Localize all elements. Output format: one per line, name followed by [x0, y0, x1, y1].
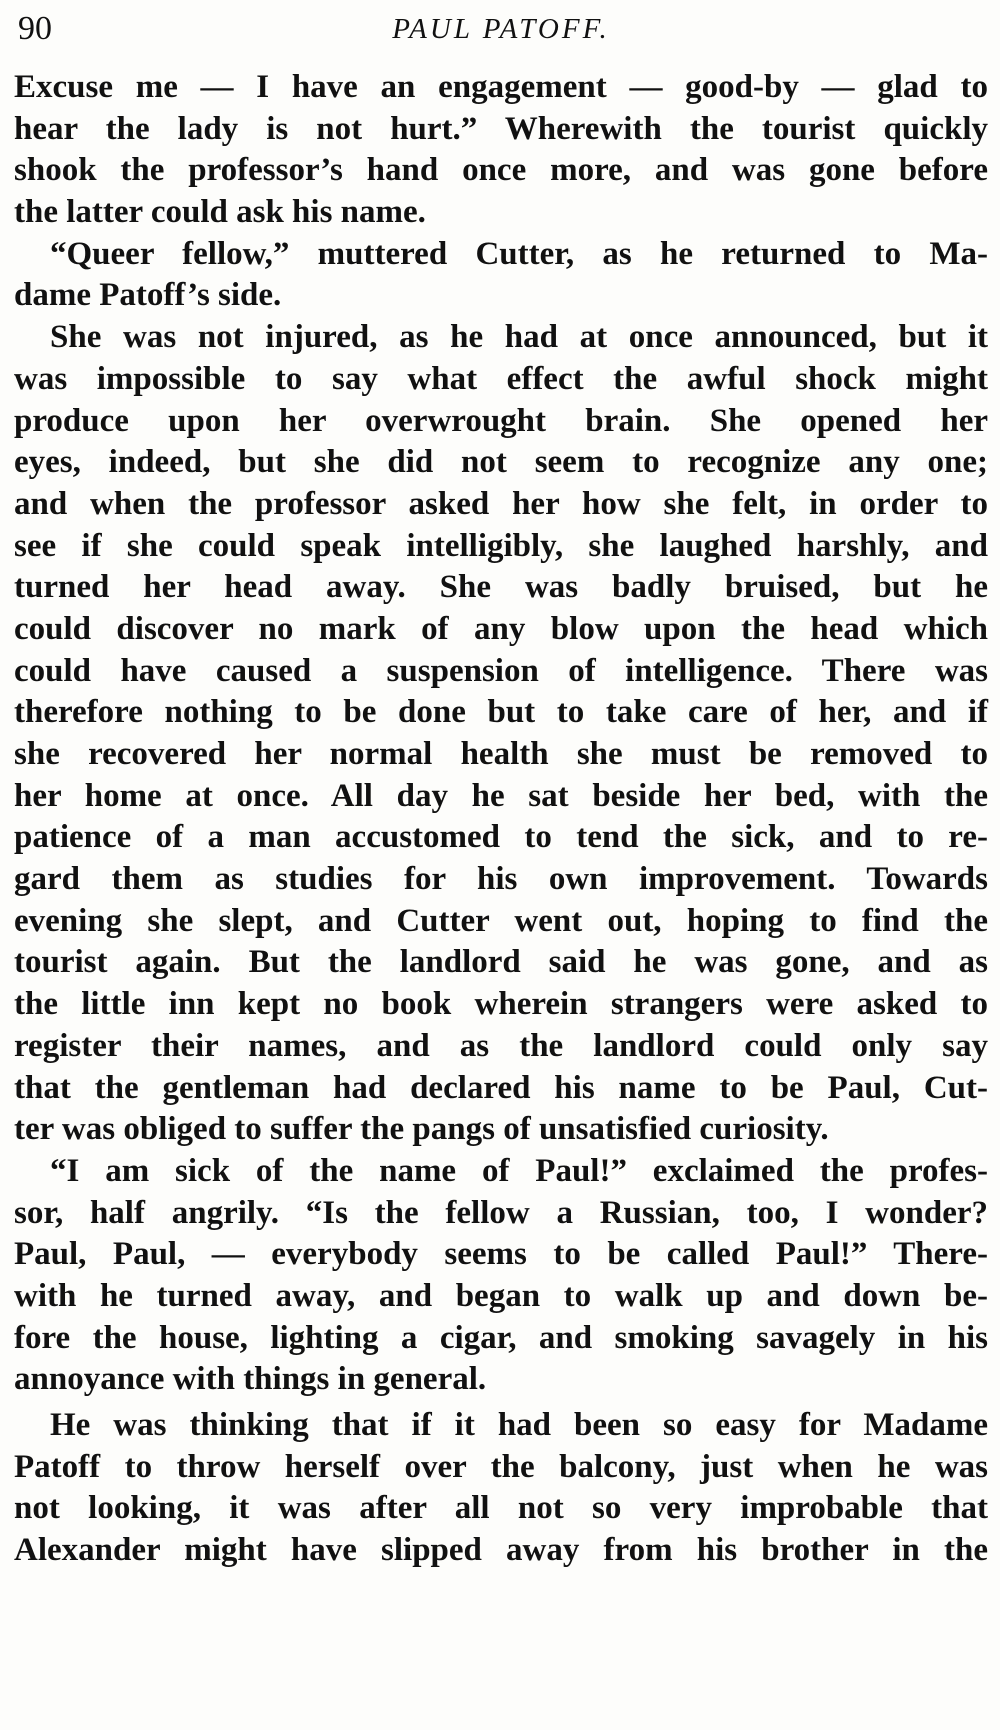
- text-line: tourist again. But the landlord said he was gone, and as: [14, 944, 988, 981]
- text-line: She was not injured, as he had at once announced, but it: [50, 319, 988, 356]
- text-line: sor, half angrily. “Is the fellow a Russian, too, I wonder?: [14, 1194, 988, 1231]
- text-line: with he turned away, and began to walk up and down be-: [14, 1277, 988, 1314]
- text-line: turned her head away. She was badly bruised, but he: [14, 569, 988, 606]
- text-line: “Queer fellow,” muttered Cutter, as he returned to Ma-: [50, 235, 988, 272]
- text-line: the little inn kept no book wherein strangers were asked to: [14, 986, 988, 1023]
- text-line: was impossible to say what effect the awful shock might: [14, 360, 988, 397]
- text-line: fore the house, lighting a cigar, and smoking savagely in his: [14, 1319, 988, 1356]
- text-line: and when the professor asked her how she felt, in order to: [14, 485, 988, 522]
- running-title: PAUL PATOFF.: [392, 13, 610, 45]
- text-line: therefore nothing to be done but to take care of her, and if: [14, 694, 988, 731]
- page-number: 90: [18, 10, 52, 47]
- text-line: see if she could speak intelligibly, she laughed harshly, and: [14, 527, 988, 564]
- text-line: eyes, indeed, but she did not seem to recognize any one;: [14, 444, 988, 481]
- text-line: could have caused a suspension of intelligence. There was: [14, 652, 988, 689]
- text-line: the latter could ask his name.: [14, 194, 426, 231]
- text-line: she recovered her normal health she must be removed to: [14, 736, 988, 772]
- running-head: [18, 6, 984, 58]
- text-line: gard them as studies for his own improvement. Towards: [14, 861, 988, 898]
- text-line: “I am sick of the name of Paul!” exclaimed the profes-: [50, 1152, 988, 1189]
- text-line: annoyance with things in general.: [14, 1361, 487, 1398]
- text-line: Patoff to throw herself over the balcony, just when he was: [14, 1448, 988, 1485]
- text-line: hear the lady is not hurt.” Wherewith the tourist quickly: [14, 110, 988, 147]
- text-line: Paul, Paul, — everybody seems to be called Paul!” There-: [14, 1236, 988, 1273]
- text-line: ter was obliged to suffer the pangs of unsatisfied curiosity.: [14, 1111, 829, 1148]
- text-line: could discover no mark of any blow upon the head which: [14, 610, 988, 647]
- text-line: patience of a man accustomed to tend the sick, and to re-: [14, 819, 988, 856]
- text-line: Alexander might have slipped away from his brother in the: [14, 1532, 988, 1569]
- text-line: He was thinking that if it had been so easy for Madame: [50, 1407, 988, 1443]
- text-line: not looking, it was after all not so very improbable that: [14, 1490, 988, 1527]
- text-line: shook the professor’s hand once more, and was gone before: [14, 152, 988, 189]
- body-text: [14, 67, 988, 1572]
- text-line: her home at once. All day he sat beside her bed, with the: [14, 777, 988, 814]
- text-line: evening she slept, and Cutter went out, hoping to find the: [14, 902, 988, 939]
- text-line: Excuse me — I have an engagement — good-by — glad to: [14, 69, 988, 105]
- text-line: register their names, and as the landlord could only say: [14, 1027, 988, 1064]
- text-line: that the gentleman had declared his name to be Paul, Cut-: [14, 1069, 988, 1106]
- text-line: dame Patoff’s side.: [14, 277, 282, 314]
- text-line: produce upon her overwrought brain. She opened her: [14, 402, 988, 439]
